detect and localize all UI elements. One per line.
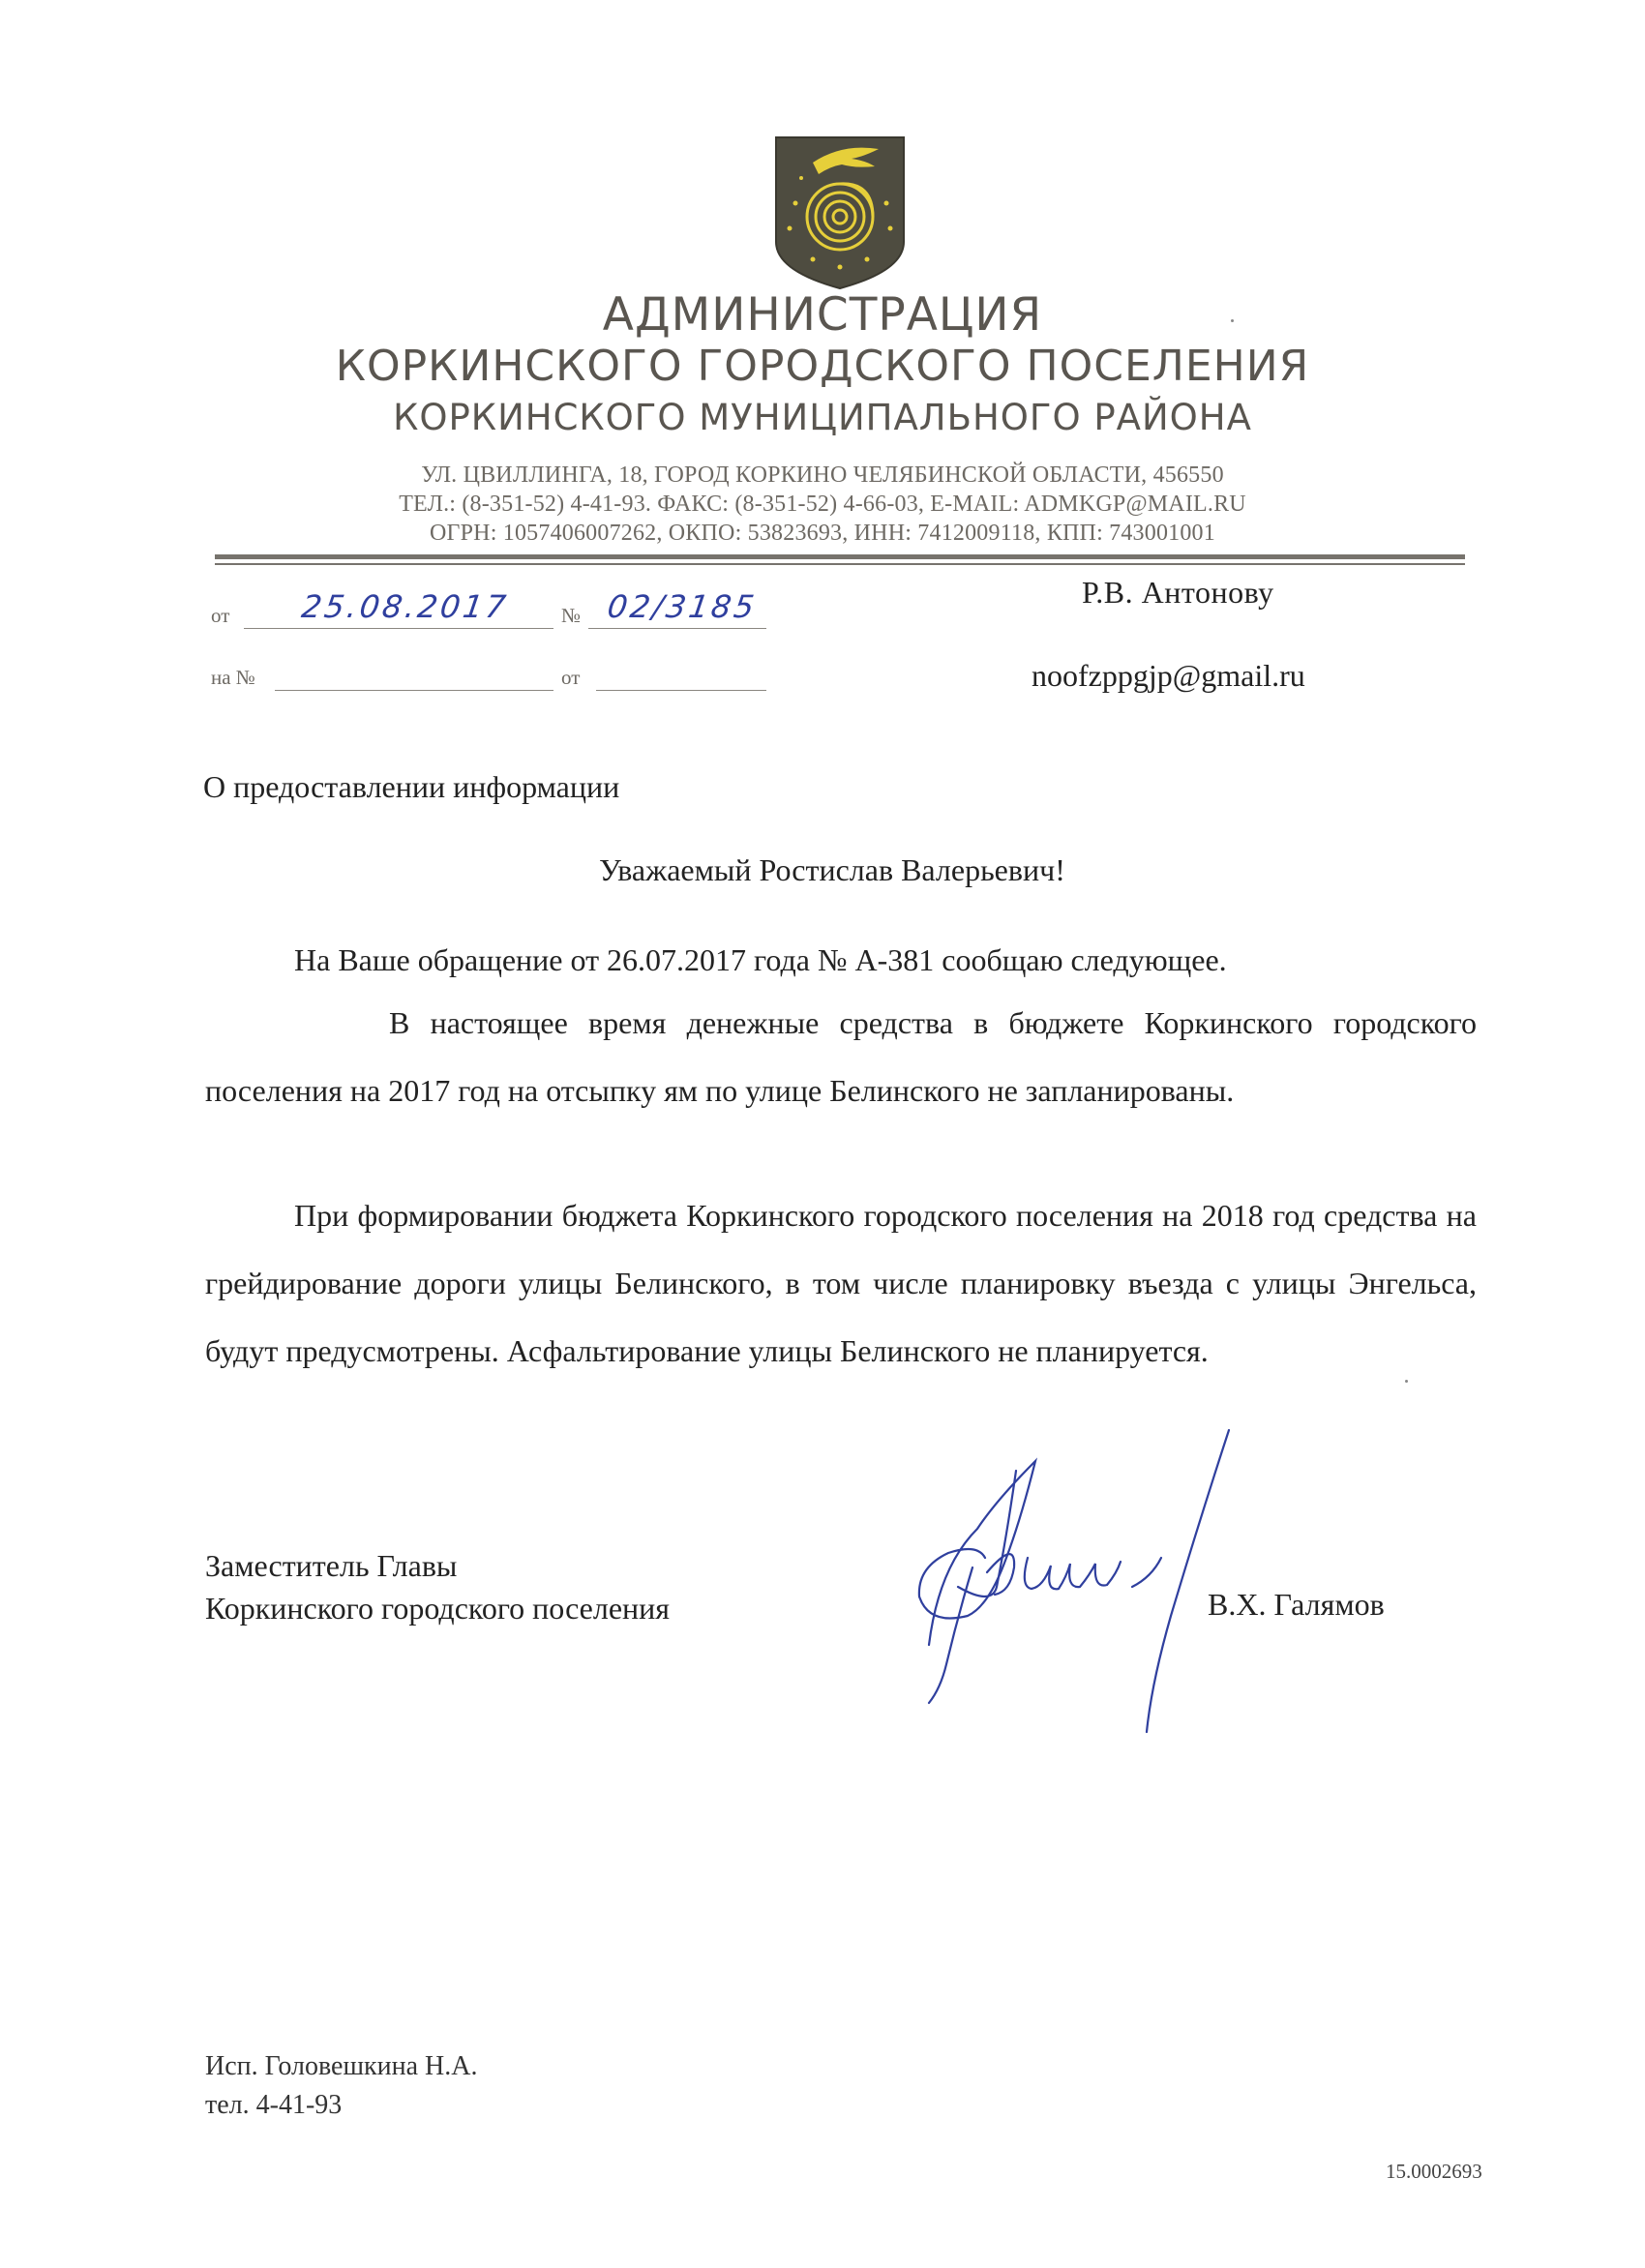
number-value: 02/3185	[605, 588, 760, 625]
letterhead-contacts: ТЕЛ.: (8-351-52) 4-41-93. ФАКС: (8-351-52) 4-66-03, E-MAIL: ADMKGP@MAIL.RU	[399, 492, 1246, 517]
signatory-title	[205, 1544, 670, 1629]
handwritten-signature-icon	[813, 1422, 1239, 1771]
number-label: №	[561, 604, 582, 627]
letterhead-divider	[215, 554, 1465, 559]
executor-name: Исп. Головешкина Н.А.	[205, 2051, 478, 2081]
reply-from-line	[596, 689, 766, 691]
recipient-name: Р.В. Антонову	[1082, 575, 1274, 610]
reply-to-label: на №	[211, 666, 255, 689]
recipient-email: noofzppgjp@gmail.ru	[1032, 658, 1305, 693]
number-line	[588, 627, 766, 629]
org-name-line1: АДМИНИСТРАЦИЯ	[602, 288, 1043, 342]
reply-from-label: от	[561, 666, 581, 689]
scan-speck	[1405, 1380, 1408, 1383]
scan-speck	[1231, 319, 1234, 322]
document-number: 15.0002693	[1386, 2160, 1482, 2183]
letterhead-divider-thin	[215, 563, 1465, 565]
signatory-title-line1: Заместитель Главы	[205, 1548, 458, 1583]
letterhead-codes: ОГРН: 1057406007262, ОКПО: 53823693, ИНН: 7412009118, КПП: 743001001	[430, 521, 1215, 546]
reply-to-line	[275, 689, 553, 691]
signatory-name: В.Х. Галямов	[1208, 1587, 1385, 1622]
letterhead-address: УЛ. ЦВИЛЛИНГА, 18, ГОРОД КОРКИНО ЧЕЛЯБИНСКОЙ ОБЛАСТИ, 456550	[421, 463, 1224, 488]
paragraph-3: При формировании бюджета Коркинского городского поселения на 2018 год средства на грейдирование дороги улицы Белинского, в том числе планировку въезда с улицы Энгельса, будут предусмотрены. Асфальтирование улицы Белинского не планируется.	[205, 1198, 1477, 1368]
from-date-label: от	[211, 604, 230, 627]
org-name-line3: КОРКИНСКОГО МУНИЦИПАЛЬНОГО РАЙОНА	[393, 397, 1252, 438]
signatory-title-line2: Коркинского городского поселения	[205, 1591, 670, 1626]
letter-greeting: Уважаемый Ростислав Валерьевич!	[599, 852, 1065, 887]
org-name-line2: КОРКИНСКОГО ГОРОДСКОГО ПОСЕЛЕНИЯ	[335, 342, 1310, 391]
coat-of-arms-icon	[774, 135, 906, 290]
executor-phone: тел. 4-41-93	[205, 2090, 343, 2120]
from-date-line	[244, 627, 553, 629]
paragraph-2: В настоящее время денежные средства в бюджете Коркинского городского поселения на 2017 год на отсыпку ям по улице Белинского не запланированы.	[205, 1005, 1477, 1108]
executor-info	[205, 2047, 477, 2125]
from-date-value: 25.08.2017	[299, 588, 511, 625]
letter-subject: О предоставлении информации	[203, 769, 620, 804]
paragraph-1: На Ваше обращение от 26.07.2017 года № А-381 сообщаю следующее.	[294, 942, 1227, 977]
